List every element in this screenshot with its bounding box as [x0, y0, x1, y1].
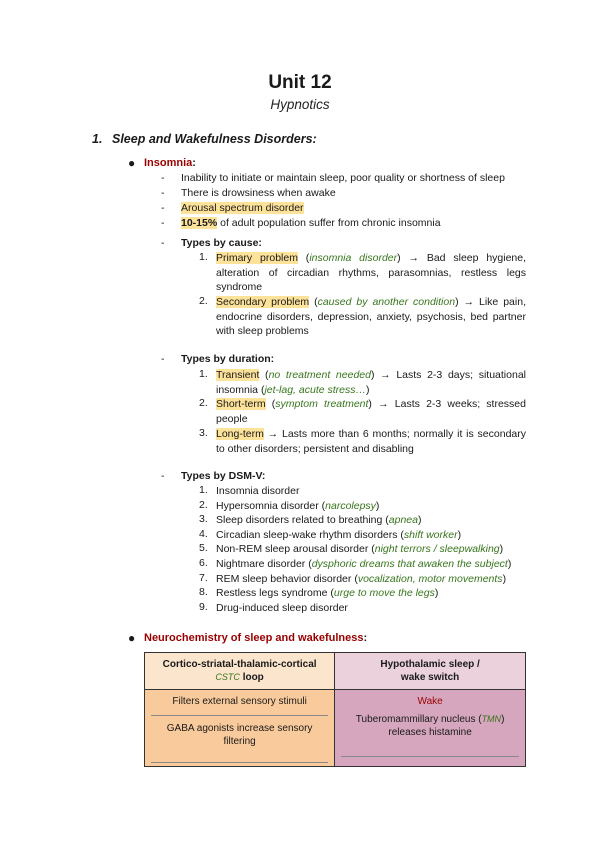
dsm-item-number: 6.: [199, 557, 208, 569]
insomnia-bullet: ● Insomnia:: [128, 156, 196, 170]
duration-item-transient: Transient (no treatment needed) → Lasts 2-3 days; situational insomnia (jet-lag, acute stress…): [216, 369, 526, 396]
duration-item-short-term: Short-term (symptom treatment) → Lasts 2-3 weeks; stressed people: [216, 398, 526, 425]
duration-item-long-term: Long-term → Lasts more than 6 months; normally it is secondary to other disorders; persistent and disabling: [216, 428, 526, 455]
section-heading: [92, 132, 317, 146]
dsm-item: Hypersomnia disorder (narcolepsy): [216, 499, 380, 512]
bullet-icon: ●: [128, 156, 136, 170]
wake-label: Wake: [417, 696, 443, 707]
switch-header: Hypothalamic sleep / wake switch: [335, 653, 526, 690]
list-item: Inability to initiate or maintain sleep, poor quality or shortness of sleep: [181, 172, 505, 184]
list-item: Arousal spectrum disorder: [181, 202, 304, 214]
dsm-item: Circadian sleep-wake rhythm disorders (shift worker): [216, 528, 462, 541]
dsm-item-number: 3.: [199, 513, 208, 526]
list-item: 10-15% of adult population suffer from chronic insomnia: [181, 217, 441, 229]
cstc-body: Filters external sensory stimuli GABA agonists increase sensory filtering: [145, 690, 335, 767]
dsm-item: Drug-induced sleep disorder: [216, 601, 348, 614]
dash-icon: -: [161, 470, 165, 482]
dsm-item: Non-REM sleep arousal disorder (night terrors / sleepwalking): [216, 543, 504, 556]
dash-icon: -: [161, 237, 165, 249]
document-subtitle: Hypnotics: [270, 97, 330, 112]
switch-body: Wake Tuberomammillary nucleus (TMN) releases histamine: [335, 690, 526, 767]
dash-icon: -: [161, 353, 165, 365]
types-by-dsm-heading: Types by DSM-V:: [181, 470, 266, 482]
section-number: 1.: [92, 132, 103, 146]
dsm-item-number: 7.: [199, 571, 208, 584]
dsm-item: Insomnia disorder: [216, 485, 300, 497]
dsm-item-number: 9.: [199, 600, 208, 613]
dsm-item-number: 1.: [199, 484, 208, 496]
neuro-bullet: ● Neurochemistry of sleep and wakefulness:: [128, 631, 368, 645]
dsm-item-number: 5.: [199, 542, 208, 555]
dsm-item-number: 4.: [199, 527, 208, 540]
insomnia-label: Insomnia: [144, 157, 193, 169]
cause-item-primary: Primary problem (insomnia disorder) → Bad sleep hygiene, alteration of circadian rhythms, parasomnias, restless legs syndrome: [216, 252, 527, 294]
bullet-icon: ●: [128, 631, 136, 645]
dash-icon: -: [161, 217, 165, 229]
document-title: Unit 12: [268, 72, 332, 93]
cause-item-secondary: Secondary problem (caused by another condition) → Like pain, endocrine disorders, depression, anxiety, psychosis, bed partner with sleep problems: [216, 296, 526, 338]
types-by-cause-heading: Types by cause:: [181, 237, 262, 249]
cstc-header: Cortico-striatal-thalamic-cortical CSTC loop: [145, 653, 335, 690]
dash-icon: -: [161, 172, 165, 184]
dash-icon: -: [161, 187, 165, 199]
neuro-label: Neurochemistry of sleep and wakefulness: [144, 632, 364, 644]
types-by-duration-heading: Types by duration:: [181, 353, 275, 365]
dsm-item: Nightmare disorder (dysphoric dreams that awaken the subject): [216, 558, 512, 570]
section-title: Sleep and Wakefulness Disorders:: [112, 132, 317, 146]
dash-icon: -: [161, 202, 165, 214]
dsm-item: Sleep disorders related to breathing (apnea): [216, 514, 422, 527]
list-item: There is drowsiness when awake: [181, 187, 336, 199]
dsm-item: REM sleep behavior disorder (vocalization, motor movements): [216, 572, 507, 585]
neurochemistry-table: [144, 652, 526, 767]
dsm-item: Restless legs syndrome (urge to move the legs): [216, 587, 439, 600]
dsm-item-number: 2.: [199, 498, 208, 511]
dsm-item-number: 8.: [199, 586, 208, 599]
